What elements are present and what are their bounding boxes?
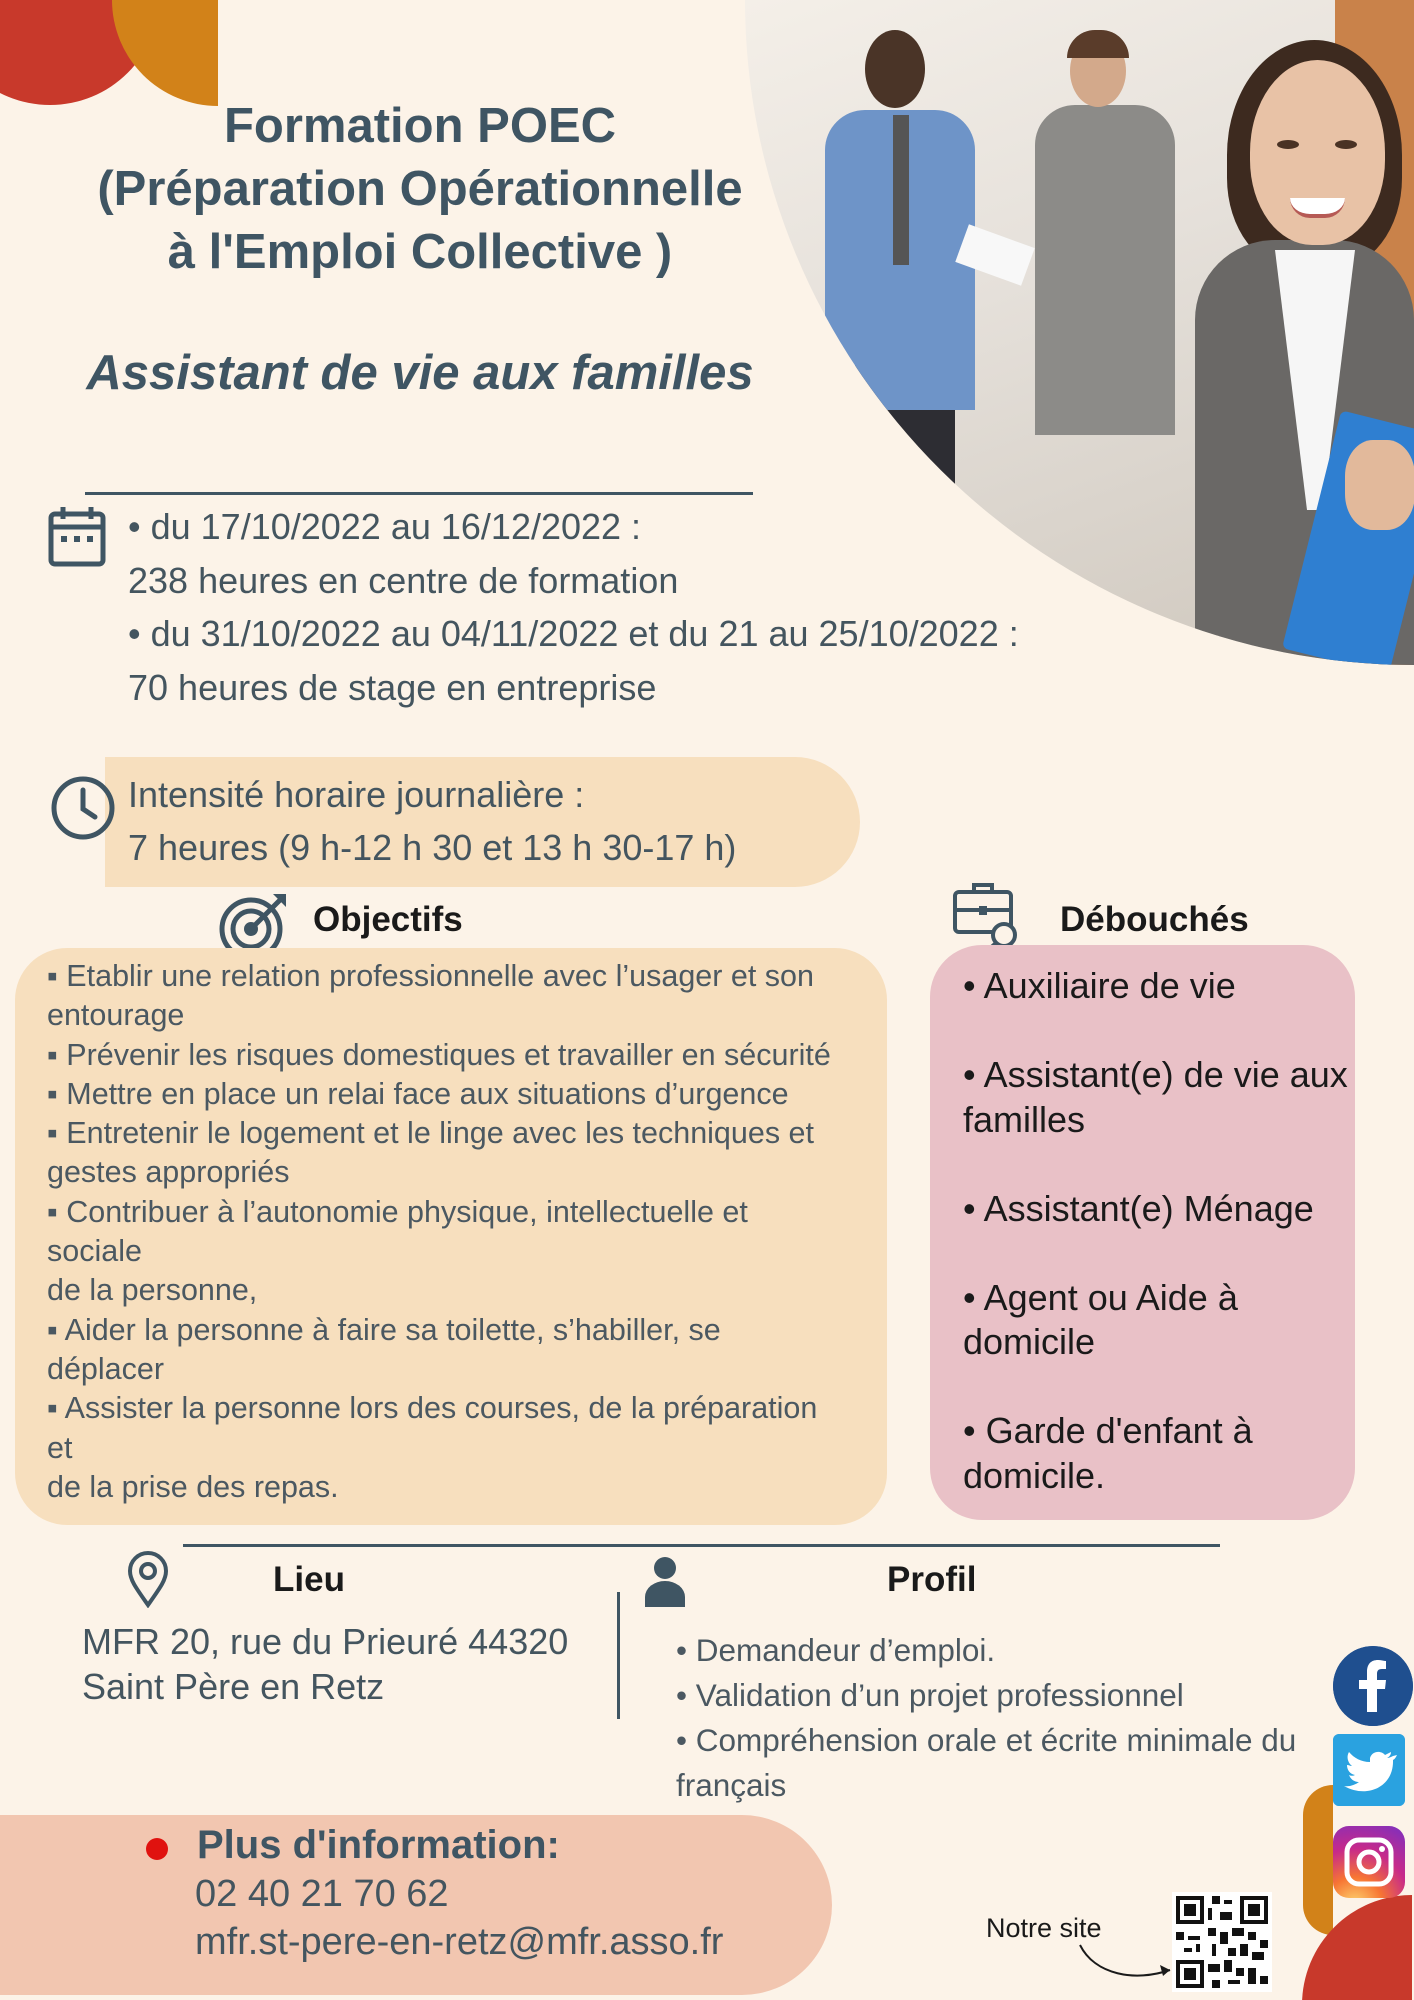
divider (85, 492, 753, 495)
decor-orange-shape (1303, 1785, 1333, 1935)
list-item: déplacer (47, 1351, 164, 1386)
list-item: ▪ Etablir une relation professionnelle avec l’usager et son (47, 959, 814, 993)
twitter-icon[interactable] (1333, 1734, 1405, 1806)
list-item: ▪ Mettre en place un relai face aux situations d’urgence (47, 1076, 789, 1111)
list-item: • Demandeur d’emploi. (676, 1632, 996, 1668)
list-item: • Validation d’un projet professionnel (676, 1677, 1184, 1713)
date-line: • du 17/10/2022 au 16/12/2022 : (128, 506, 642, 547)
calendar-icon (48, 505, 106, 567)
date-line: • du 31/10/2022 au 04/11/2022 et du 21 au 25/10/2022 : (128, 613, 1019, 654)
arrow-icon (1075, 1940, 1175, 1985)
list-item: et (47, 1430, 73, 1465)
list-item: gestes appropriés (47, 1155, 290, 1190)
date-line: 70 heures de stage en entreprise (128, 666, 657, 708)
dates-block (128, 500, 1019, 714)
list-item: ▪ Assister la personne lors des courses, de la préparation (47, 1391, 818, 1426)
list-item: • Agent ou Aide à domicile (963, 1276, 1238, 1362)
list-item: ▪ Prévenir les risques domestiques et travailler en sécurité (47, 1037, 831, 1072)
page-title: Formation POEC (Préparation Opérationnelle à l'Emploi Collective ) (97, 99, 743, 279)
list-item: • Assistant(e) Ménage (963, 1187, 1314, 1229)
profil-list (676, 1628, 1296, 1808)
objectifs-title: Objectifs (313, 900, 463, 939)
site-label: Notre site (986, 1913, 1102, 1943)
address: MFR 20, rue du Prieuré 44320 Saint Père en Retz (82, 1621, 569, 1707)
list-item: • Compréhension orale et écrite minimale du (676, 1722, 1297, 1758)
list-item: ▪ Entretenir le logement et le linge avec les techniques et (47, 1116, 814, 1151)
location-pin-icon (126, 1550, 170, 1608)
list-item: de la prise des repas. (47, 1469, 339, 1504)
date-line: 238 heures en centre de formation (128, 559, 679, 601)
qr-code[interactable] (1172, 1892, 1272, 1992)
clock-icon (50, 775, 116, 841)
divider (617, 1592, 620, 1719)
instagram-icon[interactable] (1333, 1826, 1405, 1898)
debouches-list (963, 964, 1358, 1543)
page-subtitle: Assistant de vie aux familles (86, 346, 754, 400)
list-item: • Garde d'enfant à domicile. (963, 1410, 1253, 1496)
profil-title: Profil (887, 1560, 977, 1599)
objectifs-list (47, 957, 887, 1507)
contact-title: Plus d'information: (197, 1823, 560, 1867)
list-item: • Assistant(e) de vie aux familles (963, 1054, 1348, 1140)
list-item: sociale (47, 1234, 142, 1269)
facebook-icon[interactable] (1333, 1646, 1413, 1726)
list-item: français (676, 1767, 787, 1803)
divider (183, 1544, 1220, 1547)
bullet-dot (146, 1838, 168, 1860)
decor-orange-quarter (112, 0, 324, 106)
briefcase-search-icon (952, 880, 1022, 950)
email-address[interactable]: mfr.st-pere-en-retz@mfr.asso.fr (195, 1921, 724, 1963)
phone-number[interactable]: 02 40 21 70 62 (195, 1873, 449, 1915)
lieu-title: Lieu (273, 1560, 345, 1599)
list-item: entourage (47, 998, 185, 1033)
list-item: de la personne, (47, 1273, 258, 1308)
list-item: ▪ Aider la personne à faire sa toilette, s’habiller, se (47, 1312, 721, 1347)
debouches-title: Débouchés (1060, 900, 1249, 939)
person-icon (643, 1555, 687, 1607)
contact-details (195, 1870, 723, 1966)
list-item: ▪ Contribuer à l’autonomie physique, intellectuelle et (47, 1194, 748, 1229)
intensity-text: Intensité horaire journalière : 7 heures (9 h-12 h 30 et 13 h 30-17 h) (128, 774, 737, 868)
list-item: • Auxiliaire de vie (963, 965, 1236, 1006)
